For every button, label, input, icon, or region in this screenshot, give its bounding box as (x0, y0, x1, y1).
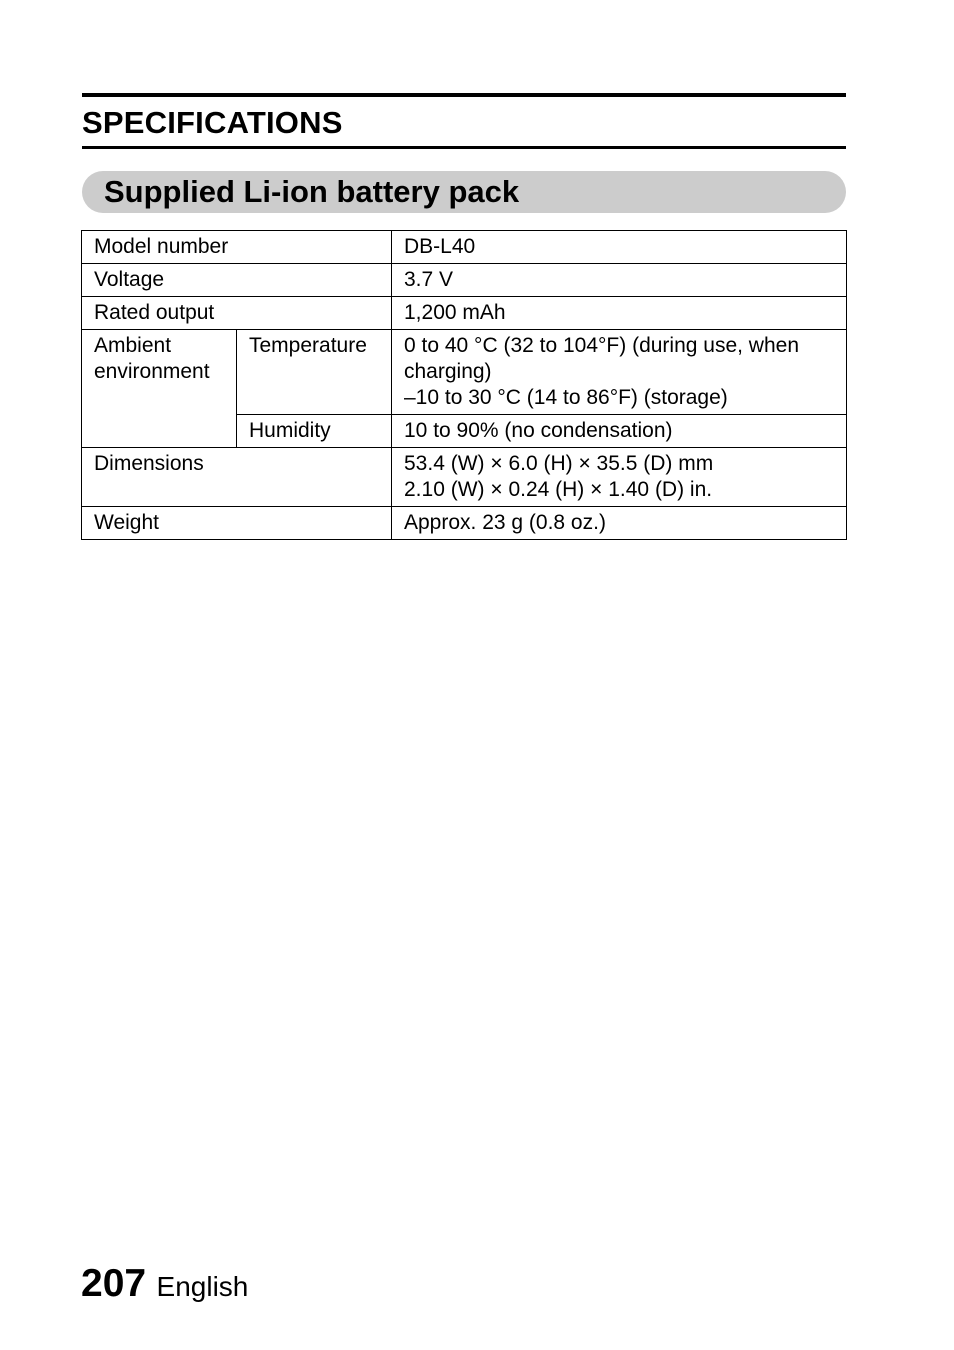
value-voltage: 3.7 V (392, 264, 847, 297)
label-ambient-line1: Ambient (94, 334, 172, 357)
value-temperature-line3: –10 to 30 °C (14 to 86°F) (storage) (404, 386, 728, 409)
table-row-model-number (82, 231, 847, 264)
value-temperature (392, 330, 847, 415)
label-humidity: Humidity (237, 415, 392, 448)
label-model-number: Model number (82, 231, 392, 264)
label-temperature: Temperature (237, 330, 392, 415)
value-dimensions (392, 448, 847, 507)
table-row-dimensions (82, 448, 847, 507)
label-dimensions: Dimensions (82, 448, 392, 507)
page-footer (81, 1262, 248, 1306)
subsection-title: Supplied Li-ion battery pack (104, 174, 520, 209)
spec-table (81, 230, 847, 540)
value-model-number: DB-L40 (392, 231, 847, 264)
table-row-temperature (82, 330, 847, 415)
value-temperature-line1: 0 to 40 °C (32 to 104°F) (during use, when (404, 334, 800, 357)
label-weight: Weight (82, 507, 392, 540)
label-rated-output: Rated output (82, 297, 392, 330)
page-number: 207 (81, 1262, 147, 1305)
table-row-rated-output (82, 297, 847, 330)
section-header (82, 93, 846, 149)
label-ambient-line2: environment (94, 360, 210, 383)
table-row-weight (82, 507, 847, 540)
value-humidity: 10 to 90% (no condensation) (392, 415, 847, 448)
value-rated-output: 1,200 mAh (392, 297, 847, 330)
section-title: SPECIFICATIONS (82, 105, 343, 140)
value-dimensions-line2: 2.10 (W) × 0.24 (H) × 1.40 (D) in. (404, 478, 713, 501)
value-temperature-line2: charging) (404, 360, 492, 383)
table-row-voltage (82, 264, 847, 297)
subsection-banner (82, 171, 846, 213)
value-dimensions-line1: 53.4 (W) × 6.0 (H) × 35.5 (D) mm (404, 452, 714, 475)
label-ambient-environment (82, 330, 237, 448)
label-voltage: Voltage (82, 264, 392, 297)
value-weight: Approx. 23 g (0.8 oz.) (392, 507, 847, 540)
page-language: English (156, 1271, 249, 1302)
